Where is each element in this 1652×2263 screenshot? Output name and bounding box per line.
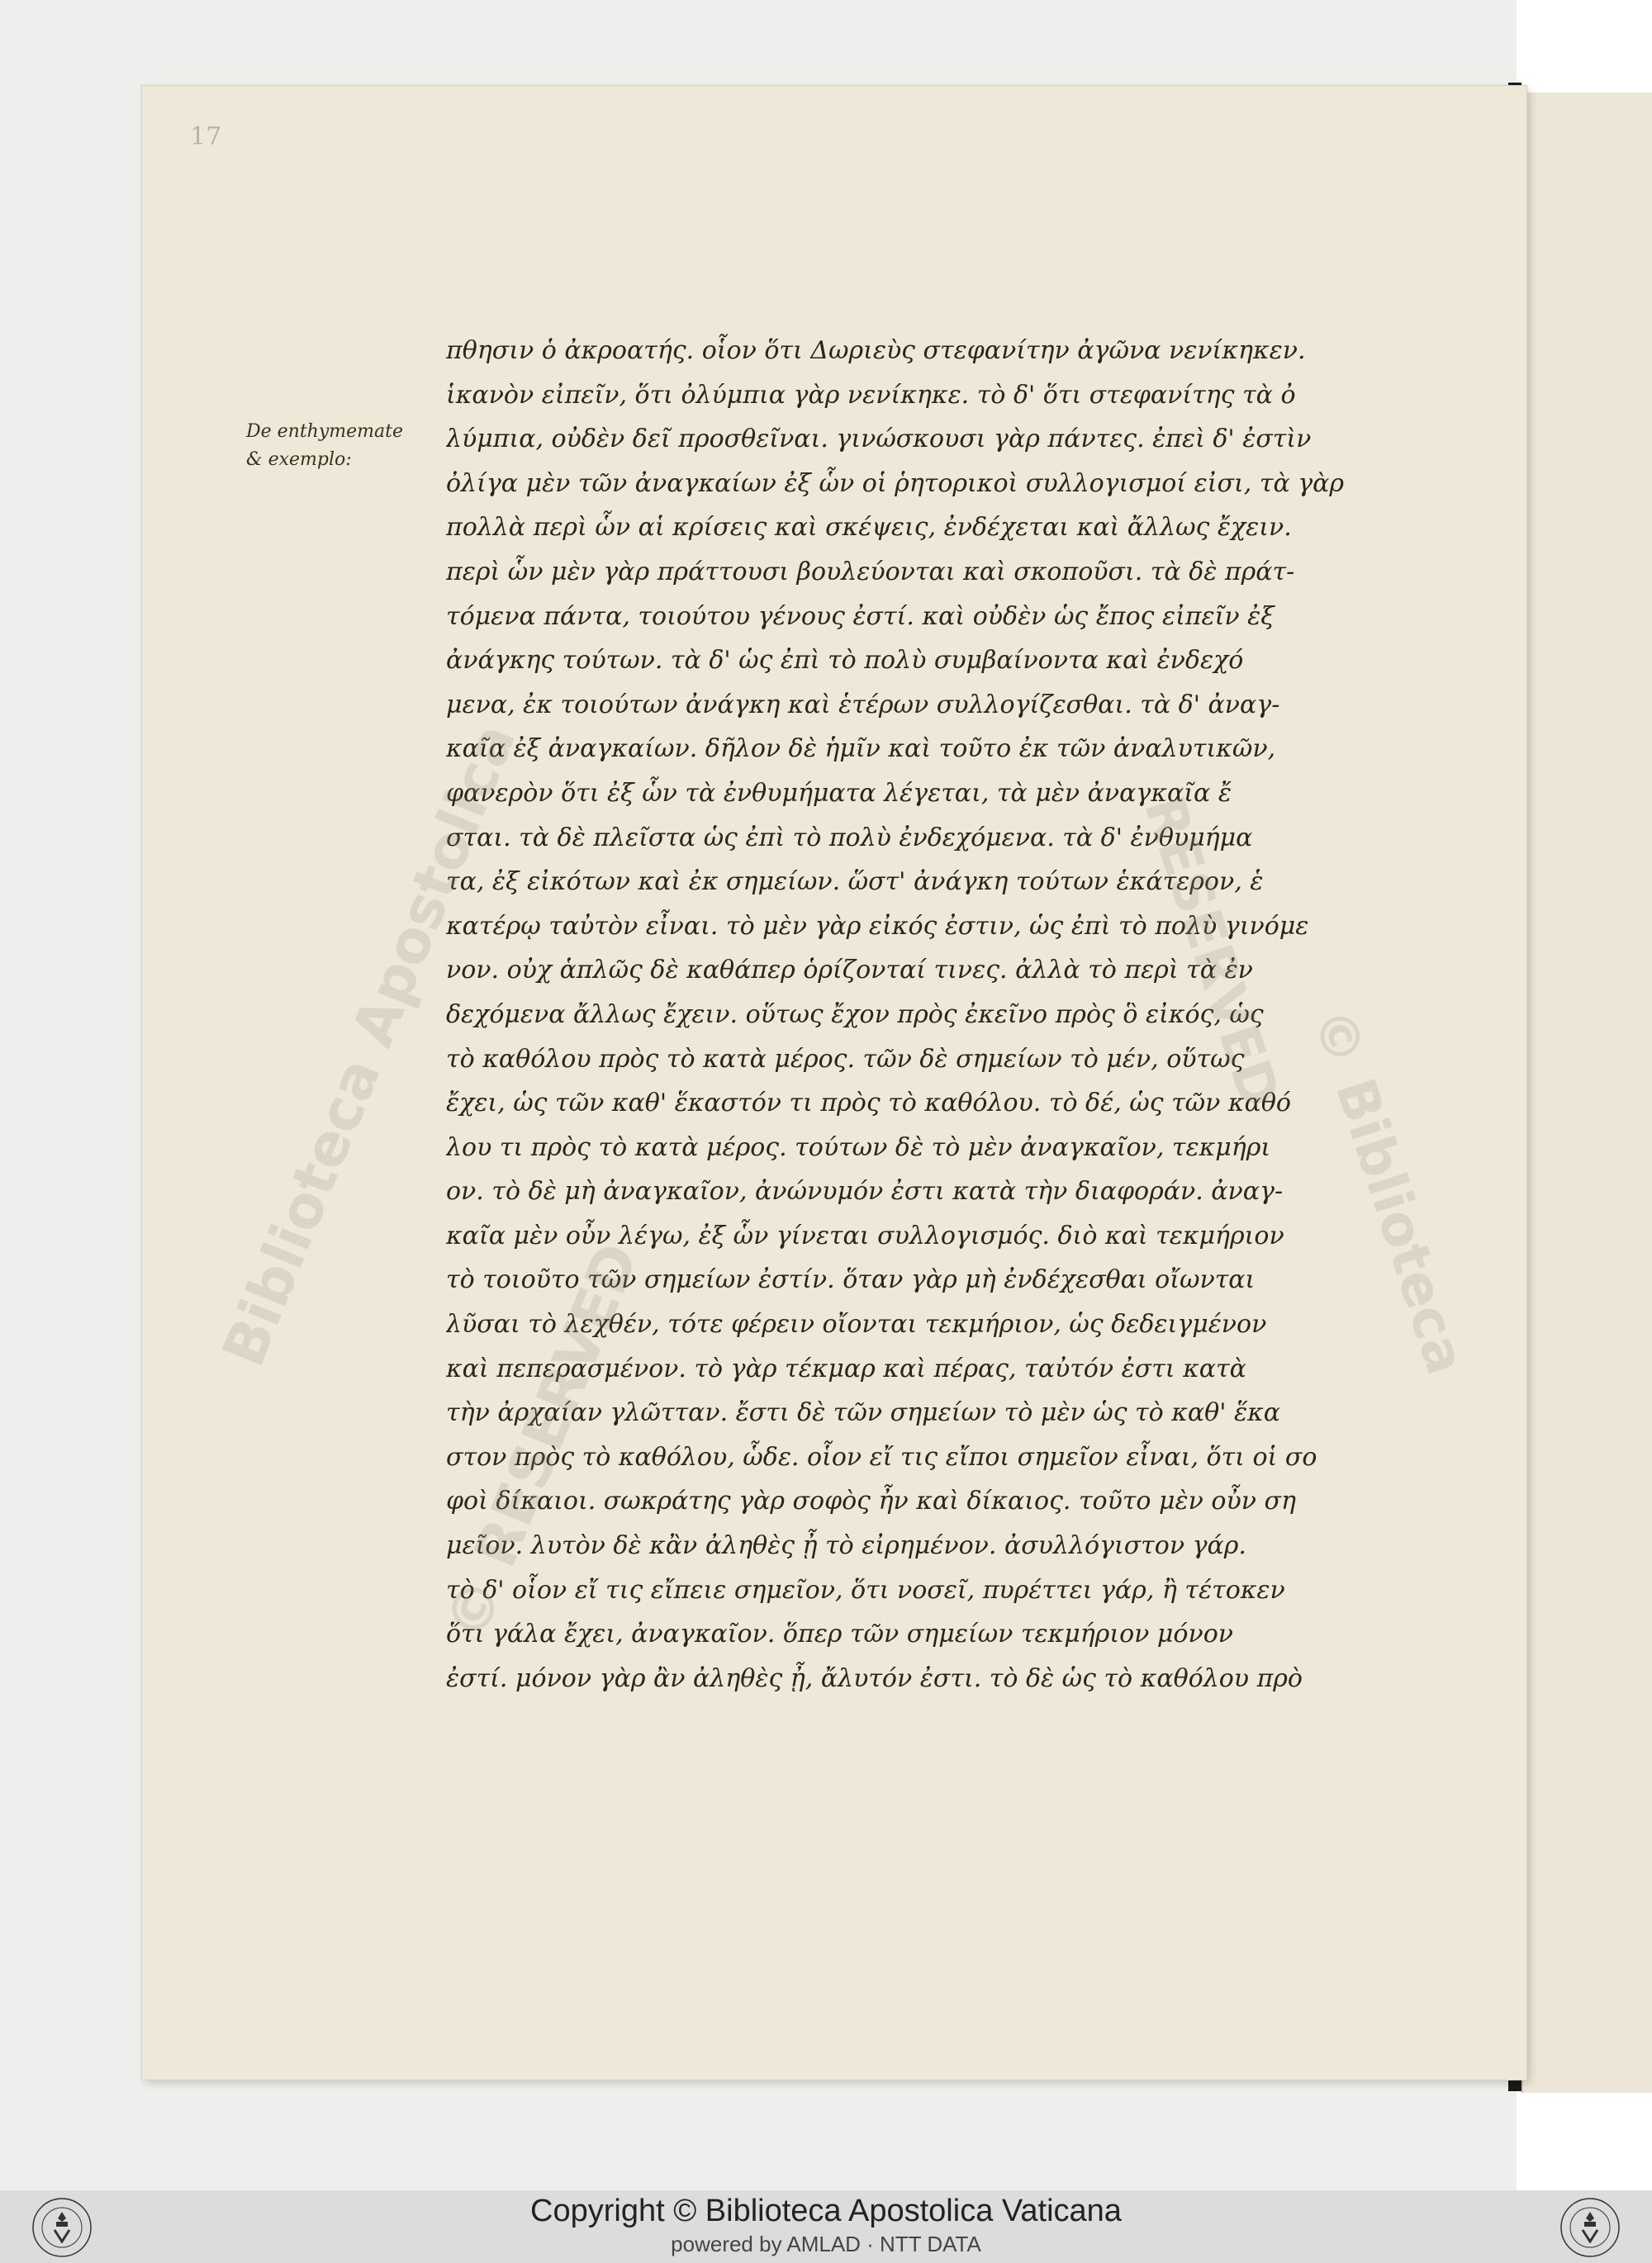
text-line: σται. τὰ δὲ πλεῖστα ὡς ἐπὶ τὸ πολὺ ἐνδεχόμενα. τὰ δ' ἐνθυμήμα [446,823,1253,852]
vatican-library-seal-icon [1559,2197,1621,2258]
footer-bar [0,2190,1652,2263]
text-line: τα, ἐξ εἰκότων καὶ ἐκ σημείων. ὥστ' ἀνάγκη τούτων ἑκάτερον, ἑ [446,867,1264,897]
text-line: στον πρὸς τὸ καθόλου, ὧδε. οἷον εἴ τις εἴποι σημεῖον εἶναι, ὅτι οἱ σο [446,1442,1317,1472]
text-line: λου τι πρὸς τὸ κατὰ μέρος. τούτων δὲ τὸ μὲν ἀναγκαῖον, τεκμήρι [446,1132,1271,1162]
text-line: ἔχει, ὡς τῶν καθ' ἕκαστόν τι πρὸς τὸ καθόλου. τὸ δέ, ὡς τῶν καθό [446,1089,1291,1118]
copyright-text: Copyright © Biblioteca Apostolica Vaticana [530,2194,1122,2228]
text-line: τὸ τοιοῦτο τῶν σημείων ἐστίν. ὅταν γὰρ μὴ ἐνδέχεσθαι οἴωνται [446,1265,1256,1295]
text-line: πθησιν ὁ ἀκροατής. οἷον ὅτι Δωριεὺς στεφανίτην ἀγῶνα νενίκηκεν. [446,336,1306,365]
text-line: λύμπια, οὐδὲν δεῖ προσθεῖναι. γινώσκουσι γὰρ πάντες. ἐπεὶ δ' ἐστὶν [446,425,1312,454]
watermark-text: © RESERVED [431,1233,653,1649]
text-line: τὸ καθόλου πρὸς τὸ κατὰ μέρος. τῶν δὲ σημείων τὸ μέν, οὕτως [446,1044,1245,1074]
watermark-text: RESERVED [1132,789,1293,1115]
text-line: κατέρῳ ταὐτὸν εἶναι. τὸ μὲν γὰρ εἰκός ἐστιν, ὡς ἐπὶ τὸ πολὺ γινόμε [446,911,1309,941]
text-line: ον. τὸ δὲ μὴ ἀναγκαῖον, ἀνώνυμόν ἐστι κατὰ τὴν διαφοράν. ἀναγ- [446,1177,1284,1207]
text-line: ὀλίγα μὲν τῶν ἀναγκαίων ἐξ ὧν οἱ ῥητορικοὶ συλλογισμοί εἰσι, τὰ γὰρ [446,468,1345,498]
text-line: φανερὸν ὅτι ἐξ ὧν τὰ ἐνθυμήματα λέγεται, τὰ μὲν ἀναγκαῖα ἔ [446,778,1232,808]
text-line: φοὶ δίκαιοι. σωκράτης γὰρ σοφὸς ἦν καὶ δίκαιος. τοῦτο μὲν οὖν ση [446,1487,1296,1516]
text-line: μεῖον. λυτὸν δὲ κἂν ἀληθὲς ᾖ τὸ εἰρημένον. ἀσυλλόγιστον γάρ. [446,1531,1246,1561]
text-line: καῖα ἐξ ἀναγκαίων. δῆλον δὲ ἡμῖν καὶ τοῦτο ἐκ τῶν ἀναλυτικῶν, [446,734,1276,764]
margin-note [246,418,436,474]
margin-note-line: De enthymemate [246,421,403,442]
text-line: περὶ ὧν μὲν γὰρ πράττουσι βουλεύονται καὶ σκοποῦσι. τὰ δὲ πράτ- [446,557,1295,586]
text-line: πολλὰ περὶ ὧν αἱ κρίσεις καὶ σκέψεις, ἐνδέχεται καὶ ἄλλως ἔχειν. [446,513,1292,543]
text-line: καὶ πεπερασμένον. τὸ γὰρ τέκμαρ καὶ πέρας, ταὐτόν ἐστι κατὰ [446,1354,1246,1383]
text-line: νον. οὐχ ἁπλῶς δὲ καθάπερ ὁρίζονταί τινες. ἀλλὰ τὸ περὶ τὰ ἐν [446,956,1253,985]
next-page-edge [1521,93,1652,2093]
folio-number: 17 [190,122,222,151]
text-line: ἱκανὸν εἰπεῖν, ὅτι ὀλύμπια γὰρ νενίκηκε. τὸ δ' ὅτι στεφανίτης τὰ ὀ [446,380,1296,410]
margin-note-line: & exemplo: [246,449,352,470]
text-line: τὸ δ' οἷον εἴ τις εἴπειε σημεῖον, ὅτι νοσεῖ, πυρέττει γάρ, ἢ τέτοκεν [446,1575,1285,1605]
text-line: ἀνάγκης τούτων. τὰ δ' ὡς ἐπὶ τὸ πολὺ συμβαίνοντα καὶ ἐνδεχό [446,646,1244,676]
text-line: τὴν ἀρχαίαν γλῶτταν. ἔστι δὲ τῶν σημείων τὸ μὲν ὡς τὸ καθ' ἕκα [446,1398,1281,1428]
text-line: καῖα μὲν οὖν λέγω, ἐξ ὧν γίνεται συλλογισμός. διὸ καὶ τεκμήριον [446,1221,1284,1250]
watermark-text: © Biblioteca [1300,1000,1479,1383]
watermark-text: Biblioteca Apostolica [209,714,529,1376]
text-line: ἐστί. μόνον γὰρ ἂν ἀληθὲς ᾖ, ἄλυτόν ἐστι. τὸ δὲ ὡς τὸ καθόλου πρὸ [446,1663,1303,1693]
text-line: λῦσαι τὸ λεχθέν, τότε φέρειν οἴονται τεκμήριον, ὡς δεδειγμένον [446,1310,1267,1340]
manuscript-page [142,86,1526,2080]
text-line: τόμενα πάντα, τοιούτου γένους ἐστί. καὶ οὐδὲν ὡς ἔπος εἰπεῖν ἐξ [446,601,1275,631]
text-line: δεχόμενα ἄλλως ἔχειν. οὕτως ἔχον πρὸς ἐκεῖνο πρὸς ὃ εἰκός, ὡς [446,999,1264,1029]
text-line: μενα, ἐκ τοιούτων ἀνάγκη καὶ ἑτέρων συλλογίζεσθαι. τὰ δ' ἀναγ- [446,690,1280,719]
text-line: ὅτι γάλα ἔχει, ἀναγκαῖον. ὅπερ τῶν σημείων τεκμήριον μόνον [446,1620,1234,1649]
manuscript-text [446,329,1520,1701]
powered-by-text: powered by AMLAD · NTT DATA [671,2232,981,2256]
